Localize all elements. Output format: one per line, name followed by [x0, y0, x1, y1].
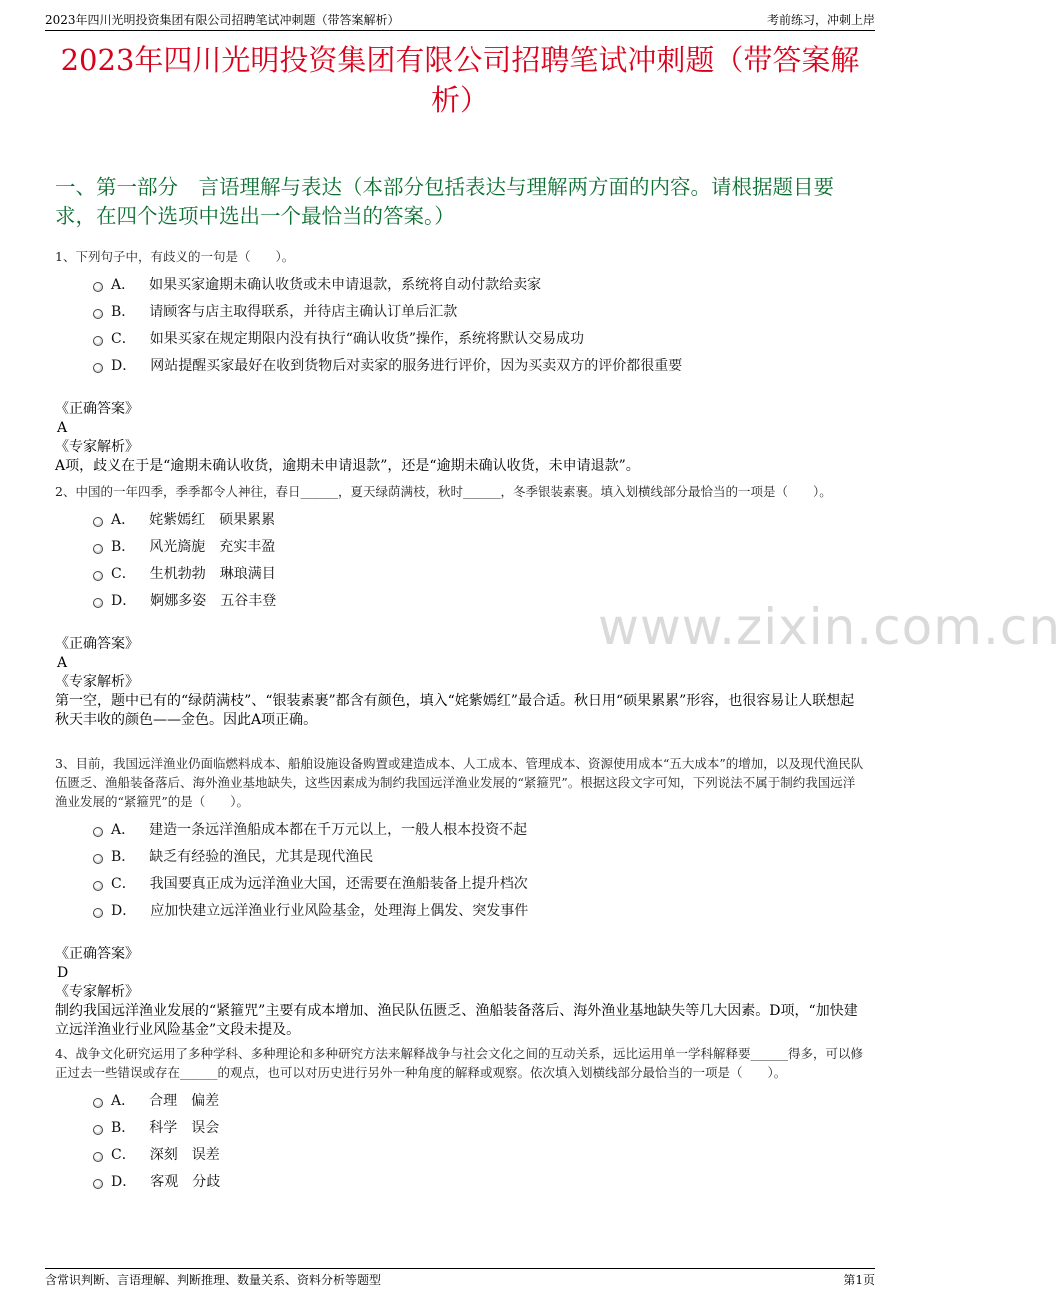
- option-d[interactable]: [93, 1167, 865, 1194]
- option-text: 请顾客与店主取得联系，并待店主确认订单后汇款: [149, 303, 458, 320]
- question-4: [55, 1044, 865, 1194]
- page-header: [45, 10, 875, 31]
- option-letter: C．: [111, 330, 136, 347]
- watermark: www.zixin.com.cn: [598, 598, 1061, 656]
- option-letter: D．: [111, 357, 137, 374]
- option-letter: A．: [111, 1092, 136, 1109]
- option-d[interactable]: [93, 351, 865, 378]
- radio-icon[interactable]: [93, 1152, 103, 1162]
- option-list: [93, 1086, 865, 1194]
- header-title: 2023年四川光明投资集团有限公司招聘笔试冲刺题（带答案解析）: [45, 13, 400, 27]
- radio-icon[interactable]: [93, 282, 103, 292]
- option-letter: D．: [111, 1173, 137, 1190]
- option-a[interactable]: [93, 505, 865, 532]
- option-text: 风光旖旎 充实丰盈: [149, 538, 276, 555]
- radio-icon[interactable]: [93, 827, 103, 837]
- header-slogan: 考前练习，冲刺上岸: [766, 13, 875, 27]
- footer-note: 含常识判断、言语理解、判断推理、数量关系、资料分析等题型: [45, 1273, 382, 1287]
- answer-label: 《正确答案》: [55, 636, 139, 652]
- option-b[interactable]: [93, 1113, 865, 1140]
- question-stem: 2、中国的一年四季，季季都令人神往，春日______，夏天绿荫满枝，秋时______，冬季银装素裹。填入划横线部分最恰当的一项是（ ）。: [55, 484, 832, 499]
- option-a[interactable]: [93, 270, 865, 297]
- radio-icon[interactable]: [93, 1125, 103, 1135]
- page-number: 第1页: [843, 1273, 875, 1287]
- option-letter: B．: [111, 538, 136, 555]
- radio-icon[interactable]: [93, 544, 103, 554]
- question-stem: 3、目前，我国远洋渔业仍面临燃料成本、船舶设施设备购置或建造成本、人工成本、管理成本、资源使用成本“五大成本”的增加，以及现代渔民队伍匮乏、渔船装备落后、海外渔业基地缺失，这些因素成为制约我国远洋渔业发展的“紧箍咒”。根据这段文字可知，下列说法不属于制约我国远洋渔业发展的“紧箍咒”的是（ ）。: [55, 756, 864, 809]
- answer-block: [55, 400, 865, 476]
- option-text: 应加快建立远洋渔业行业风险基金，处理海上偶发、突发事件: [150, 902, 529, 919]
- answer-label: 《正确答案》: [55, 401, 139, 417]
- option-letter: D．: [111, 592, 137, 609]
- option-c[interactable]: [93, 324, 865, 351]
- option-b[interactable]: [93, 842, 865, 869]
- question-stem: 4、战争文化研究运用了多种学科、多种理论和多种研究方法来解释战争与社会文化之间的互动关系，远比运用单一学科解释要______得多，可以修正过去一些错误或存在______的观点，也可以对历史进行另外一种角度的解释或观察。依次填入划横线部分最恰当的一项是（ ）。: [55, 1046, 863, 1080]
- analysis-text: 制约我国远洋渔业发展的“紧箍咒”主要有成本增加、渔民队伍匮乏、渔船装备落后、海外渔业基地缺失等几大因素。D项，“加快建立远洋渔业行业风险基金”文段未提及。: [55, 1003, 858, 1038]
- radio-icon[interactable]: [93, 881, 103, 891]
- option-letter: D．: [111, 902, 137, 919]
- answer-label: 《正确答案》: [55, 946, 139, 962]
- document-title: 2023年四川光明投资集团有限公司招聘笔试冲刺题（带答案解析）: [60, 43, 860, 117]
- question-1: [55, 247, 865, 476]
- option-text: 客观 分歧: [150, 1173, 221, 1190]
- option-letter: A．: [111, 821, 136, 838]
- option-text: 深刻 误差: [149, 1146, 220, 1163]
- option-text: 网站提醒买家最好在收到货物后对卖家的服务进行评价，因为买卖双方的评价都很重要: [150, 357, 683, 374]
- analysis-text: 第一空，题中已有的“绿荫满枝”、“银装素裹”都含有颜色，填入“姹紫嫣红”最合适。秋日用“硕果累累”形容，也很容易让人联想起秋天丰收的颜色——金色。因此A项正确。: [55, 693, 855, 728]
- option-c[interactable]: [93, 869, 865, 896]
- analysis-label: 《专家解析》: [55, 674, 139, 690]
- radio-icon[interactable]: [93, 517, 103, 527]
- answer-value: D: [57, 965, 69, 981]
- option-letter: A．: [111, 511, 136, 528]
- radio-icon[interactable]: [93, 854, 103, 864]
- option-a[interactable]: [93, 1086, 865, 1113]
- option-a[interactable]: [93, 815, 865, 842]
- radio-icon[interactable]: [93, 309, 103, 319]
- page-footer: [45, 1268, 875, 1291]
- radio-icon[interactable]: [93, 1098, 103, 1108]
- question-3: [55, 754, 865, 1040]
- option-b[interactable]: [93, 532, 865, 559]
- section-heading: 一、第一部分 言语理解与表达（本部分包括表达与理解两方面的内容。请根据题目要求，在四个选项中选出一个最恰当的答案。）: [55, 175, 834, 228]
- radio-icon[interactable]: [93, 336, 103, 346]
- option-c[interactable]: [93, 1140, 865, 1167]
- option-text: 合理 偏差: [149, 1092, 220, 1109]
- radio-icon[interactable]: [93, 598, 103, 608]
- option-text: 生机勃勃 琳琅满目: [149, 565, 276, 582]
- analysis-label: 《专家解析》: [55, 984, 139, 1000]
- option-letter: B．: [111, 848, 136, 865]
- option-text: 缺乏有经验的渔民，尤其是现代渔民: [149, 848, 374, 865]
- option-letter: B．: [111, 1119, 136, 1136]
- option-text: 科学 误会: [149, 1119, 220, 1136]
- option-list: [93, 815, 865, 923]
- option-letter: C．: [111, 1146, 136, 1163]
- option-d[interactable]: [93, 896, 865, 923]
- option-letter: A．: [111, 276, 136, 293]
- option-text: 婀娜多姿 五谷丰登: [150, 592, 277, 609]
- radio-icon[interactable]: [93, 363, 103, 373]
- analysis-text: A项，歧义在于是“逾期未确认收货，逾期未申请退款”，还是“逾期未确认收货，未申请退款”。: [55, 458, 640, 474]
- option-b[interactable]: [93, 297, 865, 324]
- radio-icon[interactable]: [93, 571, 103, 581]
- option-c[interactable]: [93, 559, 865, 586]
- answer-block: [55, 945, 865, 1040]
- option-list: [93, 270, 865, 378]
- question-stem: 1、下列句子中，有歧义的一句是（ ）。: [55, 249, 295, 264]
- answer-value: A: [57, 655, 68, 671]
- radio-icon[interactable]: [93, 908, 103, 918]
- option-text: 建造一条远洋渔船成本都在千万元以上，一般人根本投资不起: [149, 821, 528, 838]
- option-letter: C．: [111, 875, 136, 892]
- analysis-label: 《专家解析》: [55, 439, 139, 455]
- option-list: [93, 505, 865, 613]
- option-letter: C．: [111, 565, 136, 582]
- option-text: 如果买家逾期未确认收货或未申请退款，系统将自动付款给卖家: [149, 276, 542, 293]
- radio-icon[interactable]: [93, 1179, 103, 1189]
- option-text: 如果买家在规定期限内没有执行“确认收货”操作，系统将默认交易成功: [149, 330, 585, 347]
- answer-value: A: [57, 420, 68, 436]
- option-text: 我国要真正成为远洋渔业大国，还需要在渔船装备上提升档次: [149, 875, 528, 892]
- option-letter: B．: [111, 303, 136, 320]
- option-text: 姹紫嫣红 硕果累累: [149, 511, 276, 528]
